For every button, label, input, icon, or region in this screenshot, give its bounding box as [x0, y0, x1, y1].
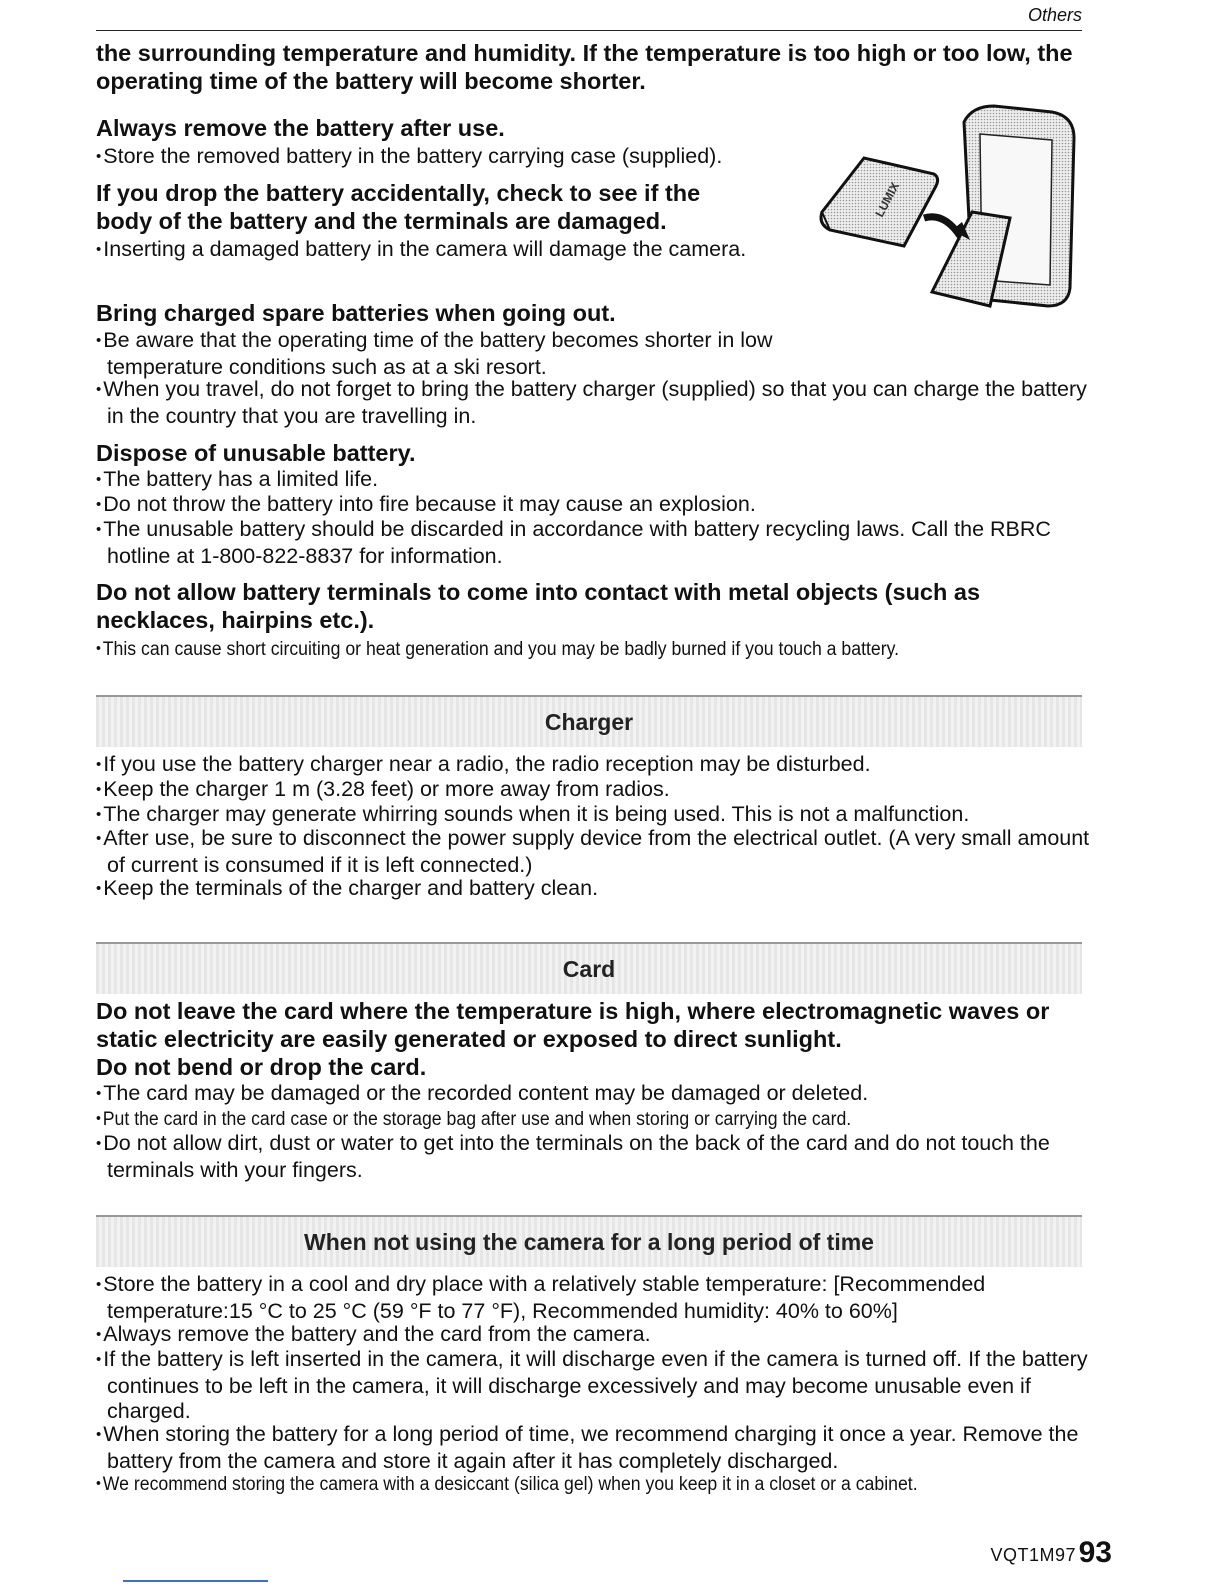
remove-battery-bullet: • Store the removed battery in the battery carrying case (supplied). [96, 144, 722, 171]
storage-bullet: • Store the battery in a cool and dry place with a relatively stable temperature: [Recommended temperature:15 °C to 25 °C (59 °F to 77 °F), Recommended humidity: 40% to 60%] [96, 1272, 1097, 1324]
metal-objects-bullet: • This can cause short circuiting or heat generation and you may be badly burned if you touch a battery. [96, 637, 1101, 663]
card-heading: Card [562, 955, 616, 982]
charger-bullet: • The charger may generate whirring sounds when it is being used. This is not a malfunction. [96, 802, 1097, 829]
insert-arrow [924, 217, 960, 236]
storage-bullet: • Always remove the battery and the card from the camera. [96, 1322, 1097, 1349]
dispose-battery-bullet: • The battery has a limited life. [96, 467, 1097, 494]
storage-bullet: • If the battery is left inserted in the camera, it will discharge even if the camera is turned off. If the battery continues to be left in the camera, it will discharge excessively and may become unusable even if charged. [96, 1347, 1097, 1424]
drop-battery-title-line2: body of the battery and the terminals are damaged. [96, 208, 667, 234]
card-warning-title: Do not leave the card where the temperature is high, where electromagnetic waves or static electricity are easily generated or exposed to direct sunlight. [96, 998, 1050, 1052]
charger-bullet: • After use, be sure to disconnect the power supply device from the electrical outlet. (A very small amount of current is consumed if it is left connected.) [96, 826, 1097, 878]
dispose-battery-bullet: • The unusable battery should be discarded in accordance with battery recycling laws. Call the RBRC hotline at 1-800-822-8837 for information. [96, 517, 1097, 569]
spare-battery-bullet: • When you travel, do not forget to bring the battery charger (supplied) so that you can charge the battery in the country that you are travelling in. [96, 377, 1097, 429]
storage-heading: When not using the camera for a long period of time [304, 1228, 874, 1255]
charger-bullet: • If you use the battery charger near a radio, the radio reception may be disturbed. [96, 752, 1097, 779]
spare-battery-bullet: • Be aware that the operating time of the battery becomes shorter in low temperature conditions such as at a ski resort. [96, 328, 797, 380]
header-rule [96, 30, 1082, 31]
dispose-battery-bullet: • Do not throw the battery into fire because it may cause an explosion. [96, 492, 1097, 519]
storage-bullet: • When storing the battery for a long period of time, we recommend charging it once a year. Remove the battery from the camera and store it again after it has completely discharged. [96, 1422, 1097, 1474]
bottom-rule [123, 1580, 268, 1582]
intro-text: the surrounding temperature and humidity. If the temperature is too high or too low, the operating time of the battery will become shorter. [96, 40, 1073, 94]
charger-bullet: • Keep the terminals of the charger and battery clean. [96, 876, 1097, 903]
section-label: Others [1027, 5, 1082, 25]
card-bullet: • Put the card in the card case or the storage bag after use and when storing or carrying the card. [96, 1107, 1101, 1133]
card-bend-title: Do not bend or drop the card. [96, 1054, 427, 1080]
card-section-header [96, 942, 1082, 994]
document-code: VQT1M97 [990, 1545, 1076, 1565]
page-number: 93 [1078, 1536, 1112, 1569]
metal-objects-title: Do not allow battery terminals to come into contact with metal objects (such as necklaces, hairpins etc.). [96, 579, 981, 633]
battery-brand-text: LUMIX [872, 179, 903, 220]
remove-battery-title: Always remove the battery after use. [96, 115, 505, 141]
dispose-battery-title: Dispose of unusable battery. [96, 440, 416, 466]
charger-bullet: • Keep the charger 1 m (3.28 feet) or more away from radios. [96, 777, 1097, 804]
drop-battery-title-line1: If you drop the battery accidentally, check to see if the [96, 180, 701, 206]
charger-heading: Charger [544, 708, 634, 735]
charger-section-header [96, 695, 1082, 747]
storage-section-header [96, 1215, 1082, 1267]
drop-battery-bullet: • Inserting a damaged battery in the camera will damage the camera. [96, 237, 747, 264]
storage-bullet: • We recommend storing the camera with a desiccant (silica gel) when you keep it in a closet or a cabinet. [96, 1472, 1101, 1498]
spare-battery-title: Bring charged spare batteries when going out. [96, 300, 616, 326]
battery-case-illustration [812, 100, 1082, 315]
card-bullet: • The card may be damaged or the recorded content may be damaged or deleted. [96, 1081, 1097, 1108]
card-bullet: • Do not allow dirt, dust or water to get into the terminals on the back of the card and do not touch the terminals with your fingers. [96, 1131, 1097, 1183]
